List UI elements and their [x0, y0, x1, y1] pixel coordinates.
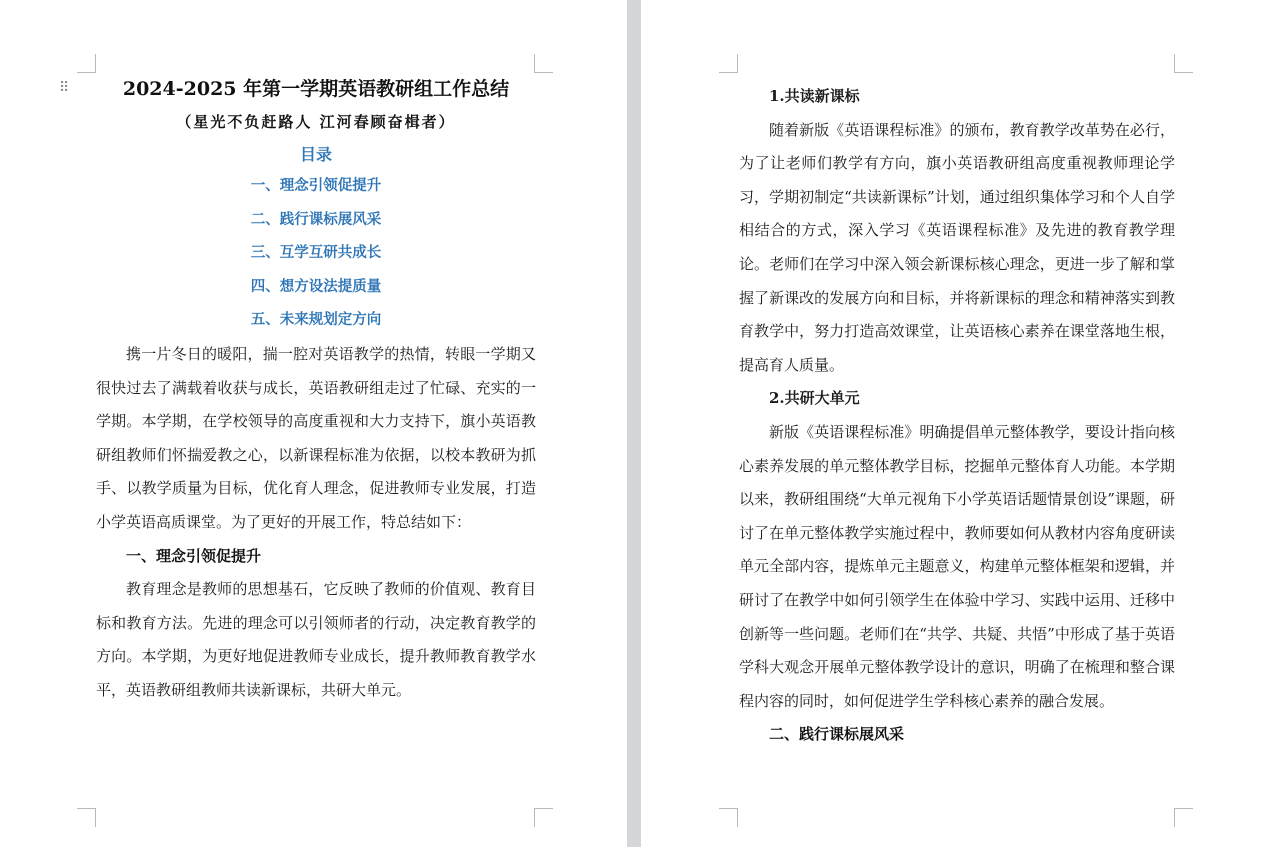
section-1-heading: 一、理念引领促提升: [126, 546, 262, 565]
document-page-right: [641, 0, 1271, 847]
table-of-contents: [96, 170, 536, 338]
page-gutter: [627, 0, 641, 847]
crop-mark-bottom-right: [1174, 808, 1193, 827]
drag-handle-icon[interactable]: ⠿: [59, 80, 67, 96]
crop-mark-top-left: [719, 54, 738, 73]
intro-paragraph: 携一片冬日的暖阳，揣一腔对英语教学的热情，转眼一学期又很快过去了满载着收获与成长，英语教研组走过了忙碌、充实的一学期。本学期，在学校领导的高度重视和大力支持下，旗小英语教研组教师们怀揣爱教之心，以新课程标准为依据，以校本教研为抓手、以教学质量为目标，优化育人理念，促进教师专业发展，打造小学英语高质课堂。为了更好的开展工作，特总结如下：: [96, 344, 536, 531]
crop-mark-top-right: [1174, 54, 1193, 73]
document-page-left: [0, 0, 627, 847]
subsection-2-paragraph: 新版《英语课程标准》明确提倡单元整体教学，要设计指向核心素养发展的单元整体教学目标，挖掘单元整体育人功能。本学期以来，教研组围绕“大单元视角下小学英语话题情景创设”课题，研讨了在单元整体教学实施过程中，教师要如何从教材内容角度研读单元全部内容，提炼单元主题意义，构建单元整体框架和逻辑，并研讨了在教学中如何引领学生在体验中学习、实践中运用、迁移中创新等一些问题。老师们在“共学、共疑、共悟”中形成了基于英语学科大观念开展单元整体教学设计的意识，明确了在梳理和整合课程内容的同时，如何促进学生学科核心素养的融合发展。: [739, 422, 1175, 710]
subsection-1-paragraph: 随着新版《英语课程标准》的颁布，教育教学改革势在必行，为了让老师们教学有方向，旗小英语教研组高度重视教师理论学习，学期初制定“共读新课标”计划，通过组织集体学习和个人自学相结合的方式，深入学习《英语课程标准》及先进的教育教学理论。老师们在学习中深入领会新课标核心理念，更进一步了解和掌握了新课改的发展方向和目标，并将新课标的理念和精神落实到教育教学中，努力打造高效课堂，让英语核心素养在课堂落地生根，提高育人质量。: [739, 120, 1175, 374]
document-title: 2024-2025 年第一学期英语教研组工作总结: [122, 78, 510, 100]
section-1-paragraph: 教育理念是教师的思想基石，它反映了教师的价值观、教育目标和教育方法。先进的理念可以引领师者的行动，决定教育教学的方向。本学期，为更好地促进教师专业成长，提升教师教育教学水平，英语教研组教师共读新课标，共研大单元。: [96, 580, 536, 699]
subsection-1-heading: 1.共读新课标: [769, 87, 860, 105]
crop-mark-bottom-left: [719, 808, 738, 827]
crop-mark-top-left: [77, 54, 96, 73]
toc-heading: 目录: [299, 145, 332, 164]
toc-item-4[interactable]: 四、想方设法提质量: [250, 278, 382, 295]
crop-mark-bottom-left: [77, 808, 96, 827]
left-page-content: [96, 72, 536, 708]
toc-item-5[interactable]: 五、未来规划定方向: [250, 312, 382, 329]
toc-item-2[interactable]: 二、践行课标展风采: [250, 211, 382, 228]
toc-item-3[interactable]: 三、互学互研共成长: [250, 245, 382, 262]
toc-item-1[interactable]: 一、理念引领促提升: [250, 178, 382, 194]
subsection-2-heading: 2.共研大单元: [769, 389, 860, 408]
document-subtitle: （星光不负赶路人 江河春顾奋楫者）: [176, 113, 456, 131]
right-page-content: [739, 80, 1175, 752]
crop-mark-top-right: [534, 54, 553, 73]
crop-mark-bottom-right: [534, 808, 553, 827]
section-2-heading: 二、践行课标展风采: [769, 725, 905, 744]
